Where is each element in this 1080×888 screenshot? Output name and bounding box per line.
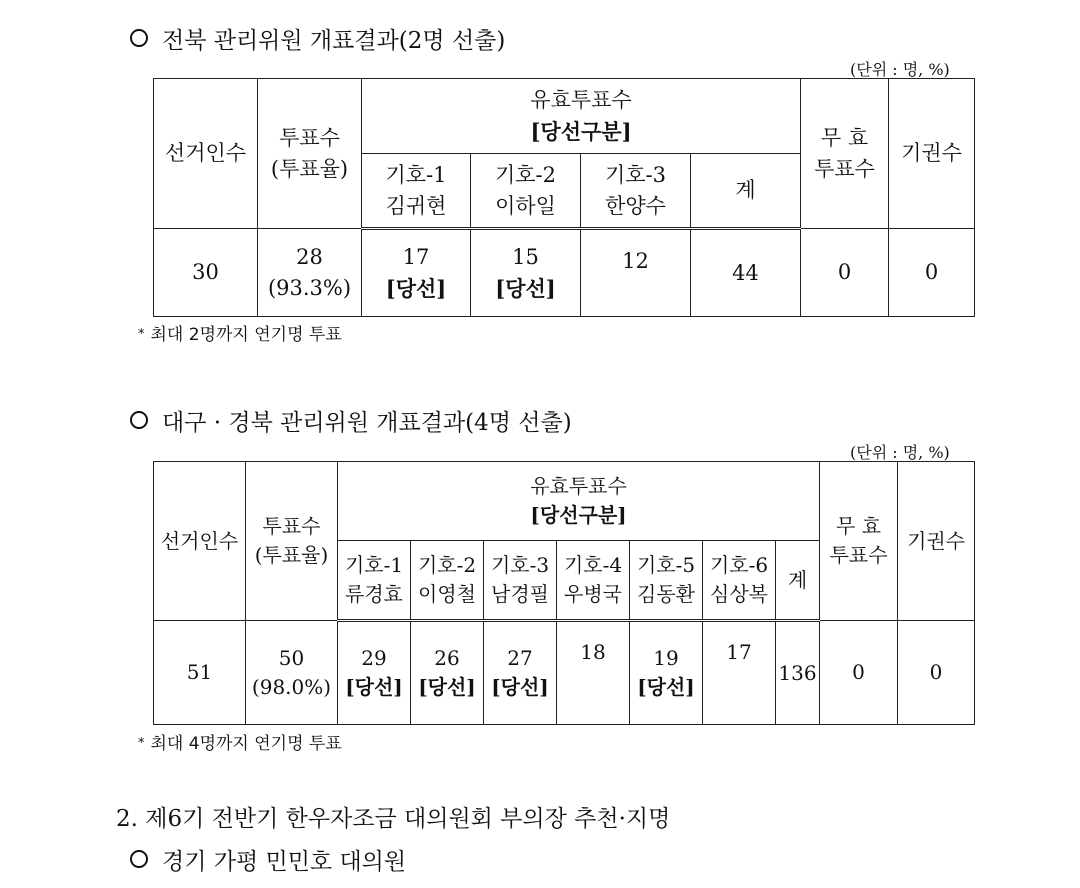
header-total: 계: [691, 154, 801, 229]
section2-note: * 최대 4명까지 연기명 투표: [138, 734, 342, 754]
header-electors: 선거인수: [154, 462, 246, 621]
cell-votes: 17 [당선]: [362, 229, 471, 317]
cell-votes: 19 [당선]: [630, 621, 703, 725]
cell-electors: 30: [154, 229, 258, 317]
cell-total: 136: [776, 621, 820, 725]
candidate-header: 기호-2 이하일: [471, 154, 581, 229]
section1-unit: (단위 : 명, %): [850, 60, 950, 79]
section2-heading: [130, 404, 572, 437]
section2-unit: (단위 : 명, %): [850, 443, 950, 462]
circle-bullet-icon: [130, 411, 148, 429]
candidate-header: 기호-5 김동환: [630, 541, 703, 621]
section1-heading: [130, 22, 505, 55]
cell-abstain: 0: [889, 229, 975, 317]
header-invalid: 무 효 투표수: [801, 79, 889, 229]
header-electors: 선거인수: [154, 79, 258, 229]
candidate-header: 기호-4 우병국: [557, 541, 630, 621]
circle-bullet-icon: [130, 29, 148, 47]
candidate-header: 기호-2 이영철: [411, 541, 484, 621]
table-row: [154, 229, 975, 317]
header-valid-votes: 유효투표수 [당선구분]: [338, 462, 820, 541]
header-valid-votes: 유효투표수 [당선구분]: [362, 79, 801, 154]
cell-votes: 15 [당선]: [471, 229, 581, 317]
header-turnout: 투표수 (투표율): [246, 462, 338, 621]
section1-note: * 최대 2명까지 연기명 투표: [138, 325, 342, 345]
section1-results-table: [153, 78, 975, 317]
section3-sub-heading: [130, 843, 406, 876]
header-turnout: 투표수 (투표율): [258, 79, 362, 229]
cell-votes: 29 [당선]: [338, 621, 411, 725]
cell-votes: 18: [557, 621, 630, 725]
cell-total: 44: [691, 229, 801, 317]
circle-bullet-icon: [130, 850, 148, 868]
cell-votes: 17: [703, 621, 776, 725]
table-row: [154, 621, 975, 725]
cell-votes: 26 [당선]: [411, 621, 484, 725]
candidate-header: 기호-6 심상복: [703, 541, 776, 621]
section2-results-table: [153, 461, 975, 725]
cell-votes: 27 [당선]: [484, 621, 557, 725]
header-invalid: 무 효 투표수: [820, 462, 898, 621]
header-abstain: 기권수: [898, 462, 975, 621]
cell-votes: 12: [581, 229, 691, 317]
cell-turnout: 50 (98.0%): [246, 621, 338, 725]
cell-abstain: 0: [898, 621, 975, 725]
cell-turnout: 28 (93.3%): [258, 229, 362, 317]
section3-title: 2. 제6기 전반기 한우자조금 대의원회 부의장 추천·지명: [116, 806, 671, 832]
candidate-header: 기호-1 류경효: [338, 541, 411, 621]
candidate-header: 기호-3 남경필: [484, 541, 557, 621]
cell-invalid: 0: [820, 621, 898, 725]
candidate-header: 기호-1 김귀현: [362, 154, 471, 229]
section1-title: 전북 관리위원 개표결과(2명 선출): [162, 28, 506, 54]
section2-title: 대구 · 경북 관리위원 개표결과(4명 선출): [162, 410, 572, 436]
cell-electors: 51: [154, 621, 246, 725]
section3-sub: 경기 가평 민민호 대의원: [162, 849, 407, 875]
header-total: 계: [776, 541, 820, 621]
header-abstain: 기권수: [889, 79, 975, 229]
asterisk-icon: *: [138, 736, 145, 751]
asterisk-icon: *: [138, 327, 145, 342]
candidate-header: 기호-3 한양수: [581, 154, 691, 229]
cell-invalid: 0: [801, 229, 889, 317]
